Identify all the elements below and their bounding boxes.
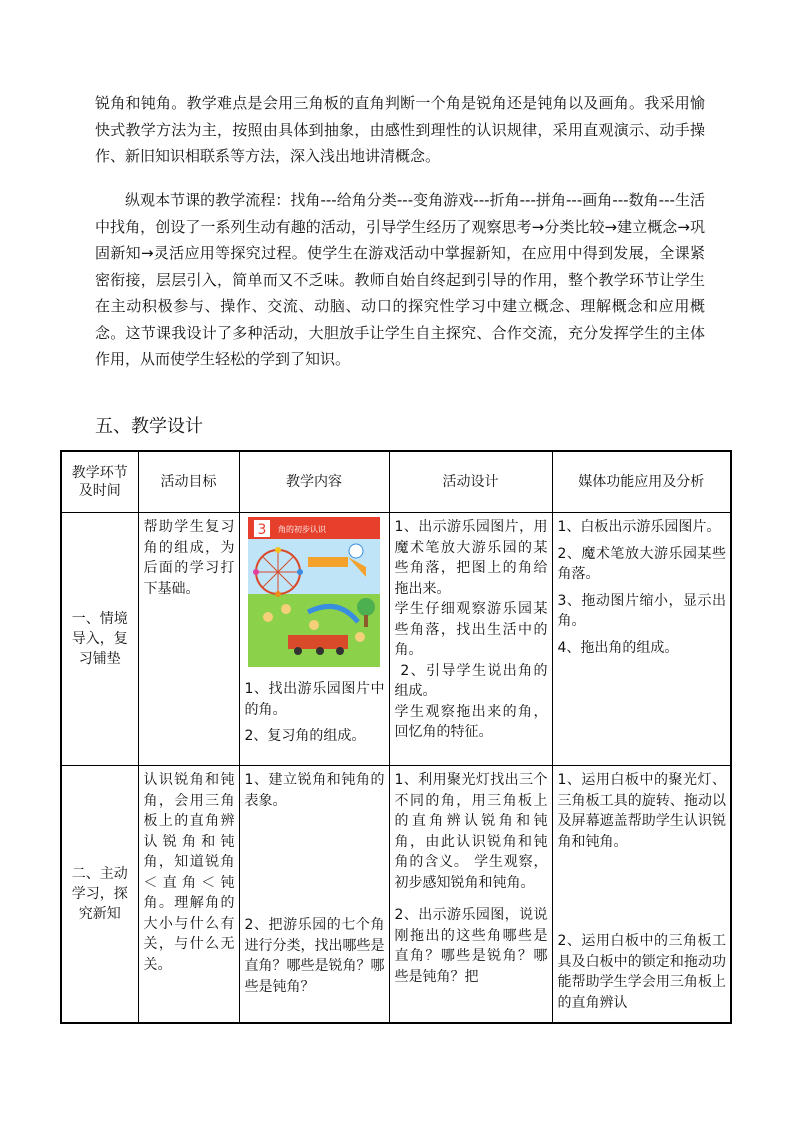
table-row [61, 513, 731, 766]
design-cell [389, 766, 552, 1024]
goal-cell: 认识锐角和钝角，会用三角板上的直角辨认锐角和钝角，知道锐角＜直角＜钝角。理解角的大小与什么有关，与什么无关。 [138, 766, 239, 1024]
content-cell [239, 513, 389, 766]
header-content: 教学内容 [239, 451, 389, 513]
header-goal: 活动目标 [138, 451, 239, 513]
design-item: 2、出示游乐园图，说说刚拖出的这些角哪些是直角？哪些是锐角？哪些是钝角？把 [394, 907, 548, 985]
media-cell [552, 766, 731, 1024]
playground-picture [248, 517, 380, 667]
media-item: 2、魔术笔放大游乐园某些角落。 [557, 545, 726, 582]
content-item: 2、复习角的组成。 [244, 728, 366, 744]
paragraph-teaching-difficulty: 锐角和钝角。教学难点是会用三角板的直角判断一个角是锐角还是钝角以及画角。我采用愉快式教学方法为主，按照由具体到抽象，由感性到理性的认识规律，采用直观演示、动手操作、新旧知识相联系等方法，深入浅出地讲清概念。 [95, 94, 705, 165]
media-item: 2、运用白板中的三角板工具及白板中的锁定和拖动功能帮助学生学会用三角板上的直角辨认 [557, 933, 726, 1011]
table-header-row [61, 451, 731, 513]
content-item: 1、建立锐角和钝角的表象。 [244, 772, 385, 809]
stage-cell: 一、情境导入，复习铺垫 [61, 513, 138, 766]
media-item: 3、拖动图片缩小，显示出角。 [557, 592, 726, 629]
lesson-number-badge: 3 [257, 522, 267, 538]
design-cell: 1、出示游乐园图片，用魔术笔放大游乐园的某些角落，把图上的角给拖出来。 学生仔细观察游乐园某些角落，找出生活中的角。 2、引导学生说出角的组成。 学生观察拖出来的角，回忆角的特征。 [389, 513, 552, 766]
media-item: 1、运用白板中的聚光灯、三角板工具的旋转、拖动以及屏幕遮盖帮助学生认识锐角和钝角。 [557, 772, 726, 850]
paragraph-teaching-flow: 纵观本节课的教学流程：找角---给角分类---变角游戏---折角---拼角---画角---数角---生活中找角，创设了一系列生动有趣的活动，引导学生经历了观察思考→分类比较→建立概念→巩固新知→灵活应用等探究过程。使学生在游戏活动中掌握新知，在应用中得到发展，全课紧密衔接，层层引入，简单而又不乏味。教师自始自终起到引导的作用，整个教学环节让学生在主动积极参与、操作、交流、动脑、动口的探究性学习中建立概念、理解概念和应用概念。这节课我设计了多种活动，大胆放手让学生自主探究、合作交流，充分发挥学生的主体作用，从而使学生轻松的学到了知识。 [95, 191, 705, 368]
section-heading: 五、教学设计 [95, 416, 203, 437]
content-cell [239, 766, 389, 1024]
goal-cell: 帮助学生复习角的组成，为后面的学习打下基础。 [138, 513, 239, 766]
header-design: 活动设计 [389, 451, 552, 513]
header-media: 媒体功能应用及分析 [552, 451, 731, 513]
media-item: 1、白板出示游乐园图片。 [557, 519, 721, 535]
teaching-design-table [60, 450, 732, 1024]
header-stage: 教学环节及时间 [61, 451, 138, 513]
table-row [61, 766, 731, 1024]
stage-cell: 二、主动学习，探究新知 [61, 766, 138, 1024]
media-item: 4、拖出角的组成。 [557, 639, 679, 656]
media-cell [552, 513, 731, 766]
design-item: 1、利用聚光灯找出三个不同的角，用三角板上的直角辨认锐角和钝角，由此认识锐角和钝角的含义。 学生观察，初步感知锐角和钝角。 [394, 772, 548, 891]
book-title-label: 角的初步认识 [278, 525, 326, 534]
content-item: 2、把游乐园的七个角进行分类，找出哪些是直角？哪些是锐角？哪些是钝角？ [244, 917, 385, 995]
content-item: 1、找出游乐园图片中的角。 [244, 681, 385, 718]
